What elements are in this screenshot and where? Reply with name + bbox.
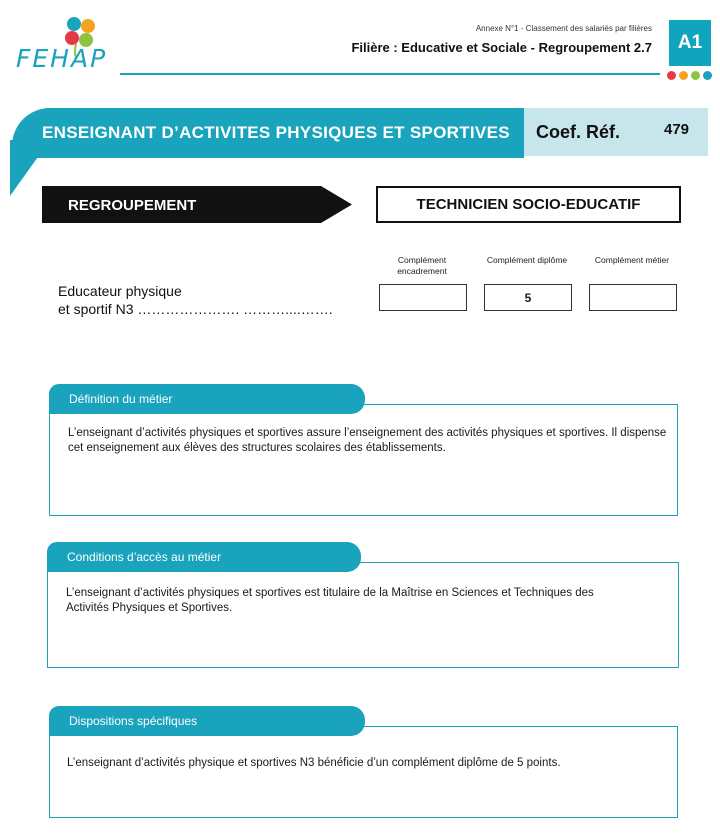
conditions-section-tab: Conditions d’accès au métier (47, 542, 347, 572)
header-divider (120, 73, 660, 75)
grade-line-2: et sportif N3 …………………. ………....……. (58, 301, 333, 317)
definition-section-tab: Définition du métier (49, 384, 351, 414)
dispositions-text: L’enseignant d’activités physique et sportives N3 bénéficie d’un complément diplôme de 5 points. (67, 757, 561, 769)
regroupement-value: TECHNICIEN SOCIO-EDUCATIF (376, 186, 681, 223)
coef-value: 479 (664, 121, 690, 138)
orange-dot-icon (679, 71, 688, 80)
regroupement-label: REGROUPEMENT (68, 197, 197, 214)
complement-encadrement-value (379, 284, 467, 311)
red-dot-icon (667, 71, 676, 80)
color-dots (667, 71, 712, 80)
green-dot-icon (691, 71, 700, 80)
logo-text: FEHAP (16, 44, 108, 73)
complement-diplome-value: 5 (484, 284, 572, 311)
blue-dot-icon (703, 71, 712, 80)
dispositions-section-tab: Dispositions spécifiques (49, 706, 351, 736)
coef-label: Coef. Réf. (536, 122, 621, 142)
grade-label (58, 282, 333, 318)
grade-line-1: Educateur physique (58, 283, 182, 299)
filiere-title: Filière : Educative et Sociale - Regroupement 2.7 (351, 40, 652, 55)
annex-label: Annexe N°1 - Classement des salariés par filières (475, 24, 652, 33)
complement-metier-header: Complément métier (594, 255, 670, 265)
job-title: ENSEIGNANT D’ACTIVITES PHYSIQUES ET SPORTIVES (42, 123, 510, 142)
dispositions-section-box (49, 726, 678, 818)
definition-section-box (49, 404, 678, 516)
complement-metier-value (589, 284, 677, 311)
complement-encadrement-header: Complément encadrement (397, 255, 447, 276)
category-badge: A1 (669, 20, 711, 66)
definition-text: L’enseignant d’activités physiques et sportives assure l’enseignement des activités physiques et sportives. Il dispense cet enseignement aux élèves des structures scolaires des établissements. (68, 427, 667, 454)
conditions-text: L’enseignant d’activités physiques et sportives est titulaire de la Maîtrise en Sciences et Techniques des Activités Physiques et Sportives. (66, 587, 594, 614)
complement-diplome-header: Complément diplôme (486, 255, 568, 265)
